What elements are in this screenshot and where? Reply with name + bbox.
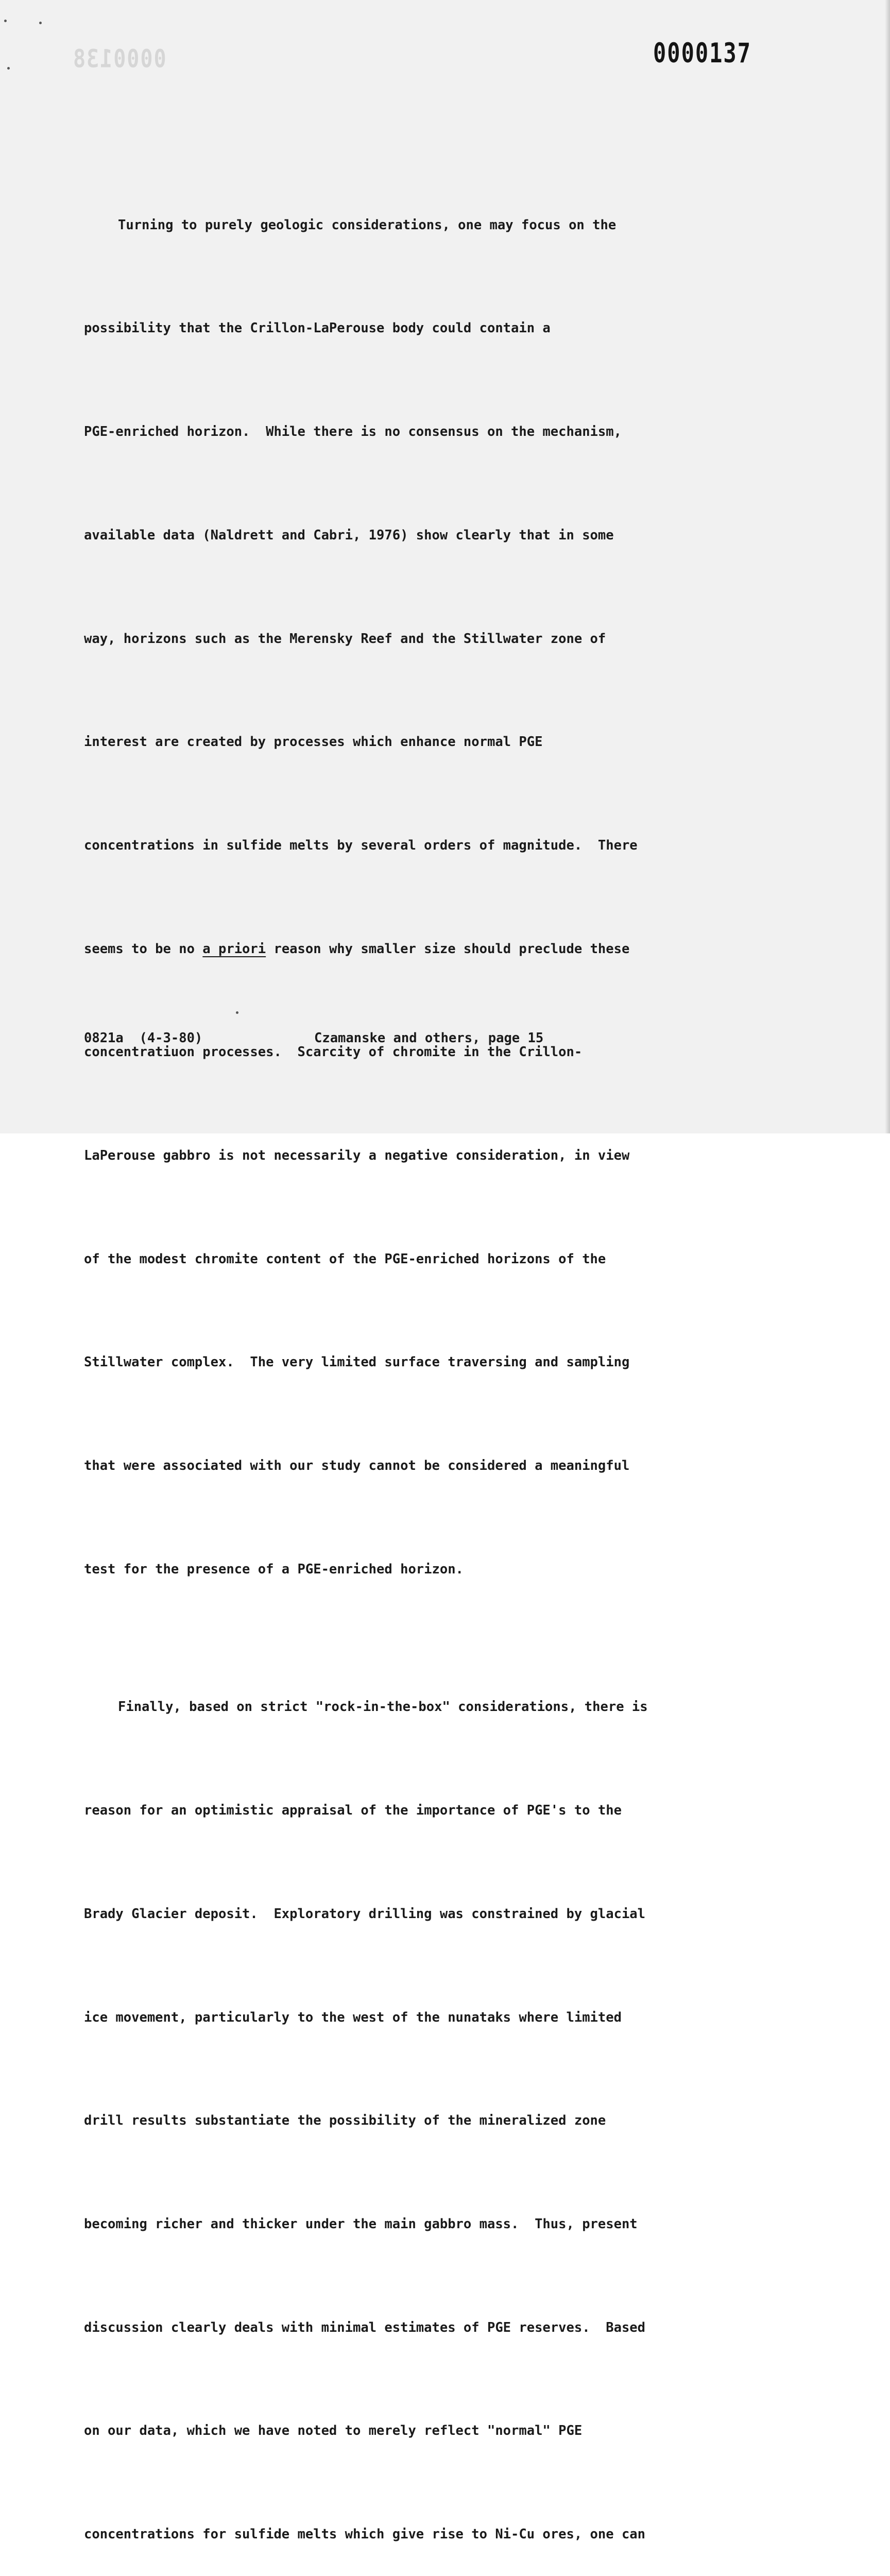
doc-number-bleedthrough: 0000138	[72, 45, 166, 74]
footer-doc-id: 0821a (4-3-80)	[84, 1030, 203, 1046]
text-line: ice movement, particularly to the west of the nunataks where limited	[84, 2009, 622, 2025]
text-line: of the modest chromite content of the PGE-enriched horizons of the	[84, 1251, 606, 1267]
text-line: PGE-enriched horizon. While there is no consensus on the mechanism,	[84, 424, 622, 440]
text-line: discussion clearly deals with minimal estimates of PGE reserves. Based	[84, 2319, 646, 2335]
scan-speck	[39, 22, 42, 24]
text-line: Finally, based on strict "rock-in-the-box" considerations, there is	[118, 1699, 648, 1715]
underlined-phrase: a priori	[202, 941, 266, 957]
text-line: Turning to purely geologic considerations, one may focus on the	[118, 217, 617, 233]
text-line: concentrations for sulfide melts which give rise to Ni-Cu ores, one can	[84, 2527, 646, 2543]
text-line: Stillwater complex. The very limited surface traversing and sampling	[84, 1354, 630, 1370]
text-line: reason for an optimistic appraisal of the importance of PGE's to the	[84, 1803, 622, 1819]
text-line: test for the presence of a PGE-enriched horizon.	[84, 1561, 464, 1577]
text-line: concentrations in sulfide melts by several orders of magnitude. There	[84, 837, 638, 853]
document-body	[84, 105, 717, 2576]
text-segment: seems to be no	[84, 941, 203, 957]
text-line: available data (Naldrett and Cabri, 1976) show clearly that in some	[84, 527, 614, 543]
text-line: on our data, which we have noted to merely reflect "normal" PGE	[84, 2423, 583, 2439]
text-line: becoming richer and thicker under the main gabbro mass. Thus, present	[84, 2216, 638, 2232]
text-line: LaPerouse gabbro is not necessarily a negative consideration, in view	[84, 1148, 630, 1164]
scan-speck	[7, 67, 10, 70]
text-line: that were associated with our study cannot be considered a meaningful	[84, 1458, 630, 1474]
text-line: Brady Glacier deposit. Exploratory drilling was constrained by glacial	[84, 1906, 646, 1922]
text-line	[84, 932, 717, 967]
text-line: concentratiuon processes. Scarcity of chromite in the Crillon-	[84, 1044, 583, 1060]
text-line: way, horizons such as the Merensky Reef and the Stillwater zone of	[84, 631, 606, 647]
doc-number: 0000137	[653, 37, 752, 69]
text-line: drill results substantiate the possibility of the mineralized zone	[84, 2113, 606, 2129]
text-line: interest are created by processes which enhance normal PGE	[84, 734, 543, 750]
text-segment: reason why smaller size should preclude these	[266, 941, 630, 957]
text-line: possibility that the Crillon-LaPerouse body could contain a	[84, 320, 551, 336]
footer-page-label: Czamanske and others, page 15	[314, 1030, 544, 1046]
scan-speck	[4, 20, 7, 22]
